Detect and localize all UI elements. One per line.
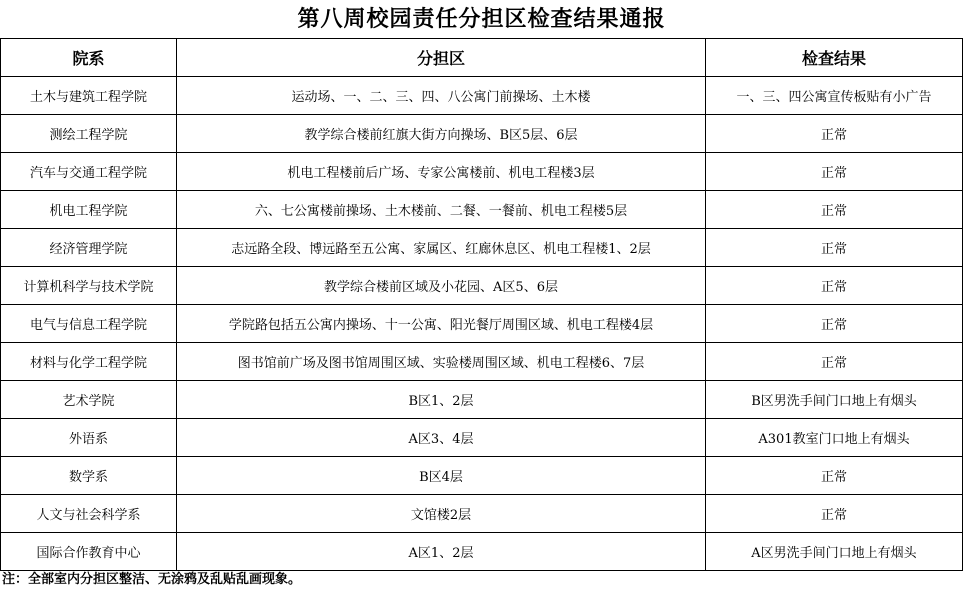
column-header-result: 检查结果 (706, 39, 963, 77)
table-row (1, 419, 963, 457)
department-cell: 国际合作教育中心 (1, 533, 177, 571)
area-cell: 教学综合楼前区域及小花园、A区5、6层 (177, 267, 706, 305)
area-cell: 教学综合楼前红旗大街方向操场、B区5层、6层 (177, 115, 706, 153)
area-cell: 文馆楼2层 (177, 495, 706, 533)
department-cell: 材料与化学工程学院 (1, 343, 177, 381)
table-row (1, 191, 963, 229)
page-title: 第八周校园责任分担区检查结果通报 (297, 6, 666, 32)
result-cell: 正常 (706, 267, 963, 305)
department-cell: 土木与建筑工程学院 (1, 77, 177, 115)
department-cell: 电气与信息工程学院 (1, 305, 177, 343)
table-row (1, 381, 963, 419)
result-cell: A区男洗手间门口地上有烟头 (706, 533, 963, 571)
table-row (1, 115, 963, 153)
area-cell: B区1、2层 (177, 381, 706, 419)
table-row (1, 305, 963, 343)
result-cell: 正常 (706, 153, 963, 191)
column-header-area: 分担区 (177, 39, 706, 77)
table-row (1, 229, 963, 267)
department-cell: 测绘工程学院 (1, 115, 177, 153)
department-cell: 艺术学院 (1, 381, 177, 419)
table-row (1, 153, 963, 191)
column-header-department: 院系 (1, 39, 177, 77)
area-cell: A区1、2层 (177, 533, 706, 571)
table-row (1, 267, 963, 305)
area-cell: 图书馆前广场及图书馆周围区域、实验楼周围区域、机电工程楼6、7层 (177, 343, 706, 381)
area-cell: 六、七公寓楼前操场、土木楼前、二餐、一餐前、机电工程楼5层 (177, 191, 706, 229)
result-cell: 正常 (706, 191, 963, 229)
footnote: 注：全部室内分担区整洁、无涂鸦及乱贴乱画现象。 (2, 572, 302, 587)
result-cell: B区男洗手间门口地上有烟头 (706, 381, 963, 419)
department-cell: 外语系 (1, 419, 177, 457)
inspection-results-table (0, 38, 963, 571)
result-cell: A301教室门口地上有烟头 (706, 419, 963, 457)
table-row (1, 533, 963, 571)
result-cell: 正常 (706, 115, 963, 153)
result-cell: 正常 (706, 305, 963, 343)
table-header-row (1, 39, 963, 77)
table-row (1, 495, 963, 533)
result-cell: 正常 (706, 457, 963, 495)
department-cell: 人文与社会科学系 (1, 495, 177, 533)
table-row (1, 77, 963, 115)
table-row (1, 343, 963, 381)
area-cell: 机电工程楼前后广场、专家公寓楼前、机电工程楼3层 (177, 153, 706, 191)
department-cell: 计算机科学与技术学院 (1, 267, 177, 305)
area-cell: A区3、4层 (177, 419, 706, 457)
result-cell: 正常 (706, 343, 963, 381)
table-row (1, 457, 963, 495)
result-cell: 正常 (706, 229, 963, 267)
area-cell: 志远路全段、博远路至五公寓、家属区、红廊休息区、机电工程楼1、2层 (177, 229, 706, 267)
area-cell: 学院路包括五公寓内操场、十一公寓、阳光餐厅周围区域、机电工程楼4层 (177, 305, 706, 343)
department-cell: 汽车与交通工程学院 (1, 153, 177, 191)
department-cell: 数学系 (1, 457, 177, 495)
department-cell: 经济管理学院 (1, 229, 177, 267)
area-cell: 运动场、一、二、三、四、八公寓门前操场、土木楼 (177, 77, 706, 115)
result-cell: 一、三、四公寓宣传板贴有小广告 (706, 77, 963, 115)
result-cell: 正常 (706, 495, 963, 533)
area-cell: B区4层 (177, 457, 706, 495)
department-cell: 机电工程学院 (1, 191, 177, 229)
